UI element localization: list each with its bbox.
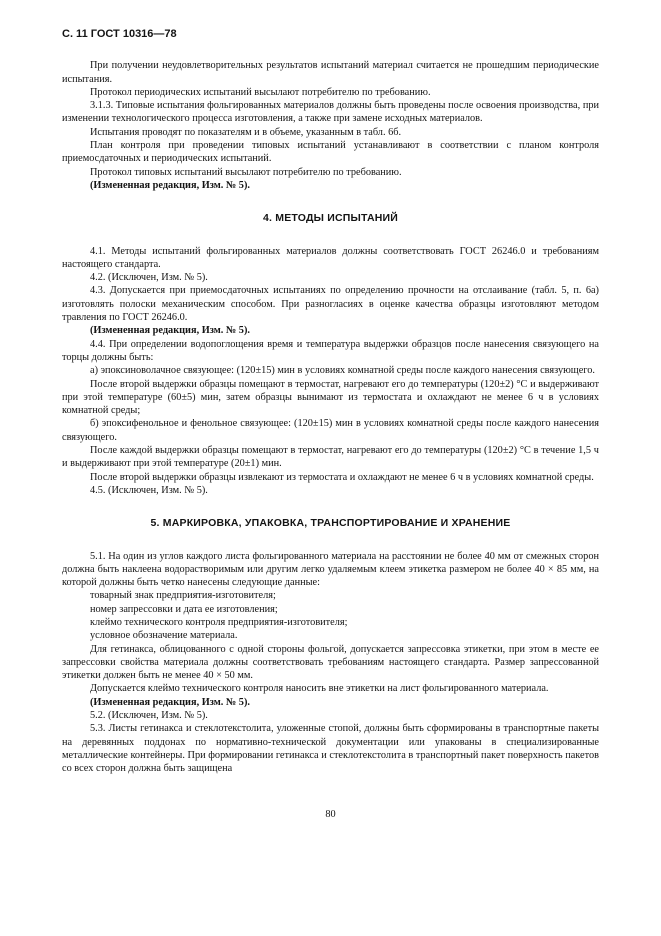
section-heading: 4. МЕТОДЫ ИСПЫТАНИЙ [262, 212, 399, 225]
paragraph: После каждой выдержки образцы помещают в термостат, нагревают его до температуры (120±2) °С в течение 1,5 ч и выдерживают при этой температуре (20±1) мин. [62, 445, 599, 470]
paragraph: номер запрессовки и дата ее изготовления; [90, 603, 278, 615]
paragraph: Протокол периодических испытаний высылают потребителю по требованию. [90, 86, 431, 98]
paragraph: После второй выдержки образцы помещают в термостат, нагревают его до температуры (120±2) °С и выдерживают при этой температуре (60±5) мин, затем образцы вынимают из термостата и охлаждают не менее 6 ч в условиях комнатной среды; [62, 378, 599, 417]
paragraph: 4.3. Допускается при приемосдаточных испытаниях по определению прочности на отслаивание (табл. 5, п. 6а) изготовлять полоски механическим способом. При разногласиях в оценке качества образцы изготовляют методом травления по ГОСТ 26246.0. [62, 285, 599, 324]
paragraph: Испытания проводят по показателям и в объеме, указанным в табл. 6б. [90, 126, 402, 138]
document-body [62, 59, 599, 775]
paragraph: 4.2. (Исключен, Изм. № 5). [90, 272, 208, 284]
paragraph: 5.3. Листы гетинакса и стеклотекстолита, уложенные стопой, должны быть сформированы в транспортные пакеты на деревянных поддонах по нормативно-технической документации или упакованы в специализированные металлические контейнеры. При формировании гетинакса и стеклотекстолита в транспортный пакет поверхность пакетов со всех сторон должна быть защищена [62, 723, 599, 775]
paragraph: товарный знак предприятия-изготовителя; [90, 590, 276, 602]
paragraph: Допускается клеймо технического контроля наносить вне этикетки на лист фольгированного материала. [90, 683, 549, 695]
paragraph: 5.2. (Исключен, Изм. № 5). [90, 710, 208, 722]
paragraph: Для гетинакса, облицованного с одной стороны фольгой, допускается запрессовка этикетки, при этом в месте ее запрессовки свойства материала должны соответствовать требованиям настоящего стандарта. Размер запрессованной этикетки должен быть не менее 40 × 50 мм. [62, 643, 599, 682]
section-heading: 5. МАРКИРОВКА, УПАКОВКА, ТРАНСПОРТИРОВАНИЕ И ХРАНЕНИЕ [150, 517, 511, 530]
page-header: С. 11 ГОСТ 10316—78 [62, 28, 177, 40]
paragraph: а) эпоксиноволачное связующее: (120±15) мин в условиях комнатной среды после каждого нанесения связующего. [90, 365, 595, 377]
paragraph: При получении неудовлетворительных результатов испытаний материал считается не прошедшим периодические испытания. [62, 60, 599, 85]
paragraph: Протокол типовых испытаний высылают потребителю по требованию. [90, 166, 402, 178]
paragraph: 4.1. Методы испытаний фольгированных материалов должны соответствовать ГОСТ 26246.0 и требованиям настоящего стандарта. [62, 245, 599, 270]
paragraph: 4.4. При определении водопоглощения время и температура выдержки образцов после нанесения связующего на торцы должны быть: [62, 338, 599, 363]
paragraph: клеймо технического контроля предприятия-изготовителя; [90, 616, 348, 628]
amendment-note: (Измененная редакция, Изм. № 5). [90, 325, 250, 337]
paragraph: 3.1.3. Типовые испытания фольгированных материалов должны быть проведены после освоения производства, при изменении технологического процесса изготовления, а также при замене исходных материалов. [62, 100, 599, 125]
page-number: 80 [325, 809, 336, 820]
amendment-note: (Измененная редакция, Изм. № 5). [90, 696, 250, 708]
paragraph: условное обозначение материала. [90, 630, 238, 642]
paragraph: 5.1. На один из углов каждого листа фольгированного материала на расстоянии не более 40 мм от смежных сторон должна быть наклеена водорастворимым или другим легко удаляемым клеем этикетка размером не более 40 × 85 мм, на которой должны быть четко нанесены следующие данные: [62, 550, 599, 589]
paragraph: 4.5. (Исключен, Изм. № 5). [90, 484, 208, 496]
paragraph: После второй выдержки образцы извлекают из термостата и охлаждают не менее 6 ч в условиях комнатной среды. [90, 471, 594, 483]
paragraph: б) эпоксифенольное и фенольное связующее: (120±15) мин в условиях комнатной среды после каждого нанесения связующего. [62, 418, 599, 443]
paragraph: План контроля при проведении типовых испытаний устанавливают в соответствии с планом контроля приемосдаточных и периодических испытаний. [62, 140, 599, 165]
amendment-note: (Измененная редакция, Изм. № 5). [90, 179, 250, 191]
